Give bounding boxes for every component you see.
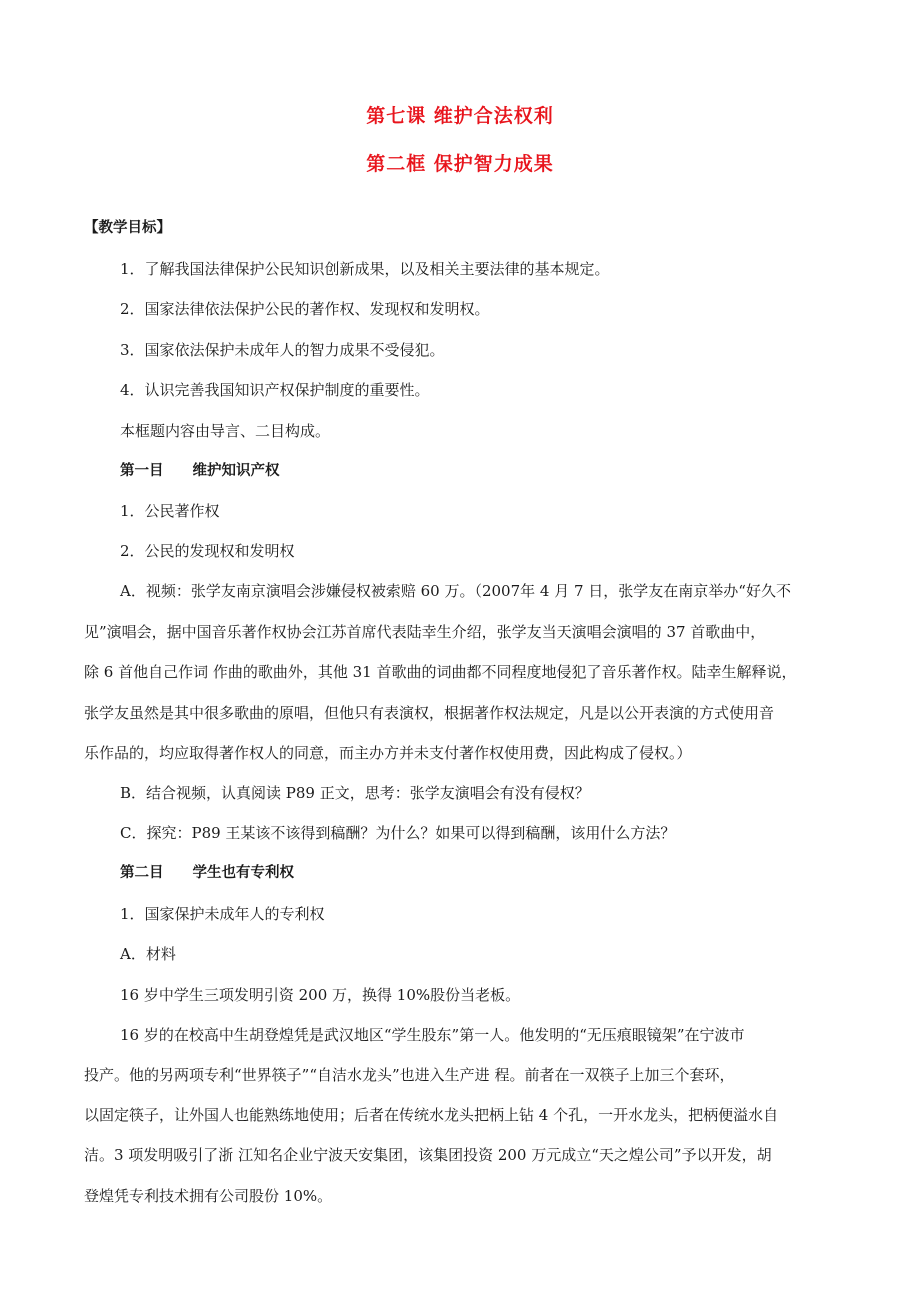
para-a-line: 乐作品的，均应取得著作权人的同意，而主办方并未支付著作权使用费，因此构成了侵权。）: [84, 744, 692, 762]
goal-item: 1．了解我国法律保护公民知识创新成果，以及相关主要法律的基本规定。: [120, 260, 610, 278]
section-title: 第二框 保护智力成果: [366, 153, 554, 175]
para-a-line: 除 6 首他自己作词 作曲的歌曲外，其他 31 首歌曲的词曲都不同程度地侵犯了音乐著作权。陆幸生解释说，: [84, 663, 797, 681]
news-line: 以固定筷子，让外国人也能熟练地使用；后者在传统水龙头把柄上钻 4 个孔，一开水龙头，把柄便溢水自: [84, 1106, 779, 1124]
para-c: C．探究：P89 王某该不该得到稿酬？为什么？如果可以得到稿酬，该用什么方法？: [120, 824, 676, 842]
part1-item: 1．公民著作权: [120, 502, 220, 520]
part1-heading: 第一目 维护知识产权: [120, 463, 280, 479]
news-line: 洁。3 项发明吸引了浙 江知名企业宁波天安集团，该集团投资 200 万元成立“天之煌公司”予以开发，胡: [84, 1146, 772, 1164]
news-line: 投产。他的另两项专利“世界筷子”“自洁水龙头”也进入生产进 程。前者在一双筷子上加三个套环，: [84, 1066, 735, 1084]
para-a-line: 见”演唱会，据中国音乐著作权协会江苏首席代表陆幸生介绍，张学友当天演唱会演唱的 37 首歌曲中，: [84, 623, 766, 641]
part2-heading: 第二目 学生也有专利权: [120, 865, 294, 881]
intro-text: 本框题内容由导言、二目构成。: [120, 422, 331, 440]
part2-item: 1．国家保护未成年人的专利权: [120, 905, 325, 923]
para-a-line: 张学友虽然是其中很多歌曲的原唱，但他只有表演权，根据著作权法规定，凡是以公开表演的方式使用音: [84, 704, 775, 722]
goal-item: 2．国家法律依法保护公民的著作权、发现权和发明权。: [120, 300, 490, 318]
goal-item: 4．认识完善我国知识产权保护制度的重要性。: [120, 381, 430, 399]
news-title: 16 岁中学生三项发明引资 200 万，换得 10%股份当老板。: [120, 986, 521, 1004]
para-b: B．结合视频，认真阅读 P89 正文，思考：张学友演唱会有没有侵权？: [120, 784, 590, 802]
part2-item: A．材料: [120, 945, 176, 963]
para-a-line: A．视频：张学友南京演唱会涉嫌侵权被索赔 60 万。（2007年 4 月 7 日，张学友在南京举办“好久不: [120, 582, 791, 600]
goal-item: 3．国家依法保护未成年人的智力成果不受侵犯。: [120, 341, 445, 359]
part1-item: 2．公民的发现权和发明权: [120, 542, 295, 560]
objectives-heading: 【教学目标】: [84, 220, 171, 236]
lesson-title: 第七课 维护合法权利: [366, 105, 554, 127]
news-line: 登煌凭专利技术拥有公司股份 10%。: [84, 1187, 333, 1205]
news-line: 16 岁的在校高中生胡登煌凭是武汉地区“学生股东”第一人。他发明的“无压痕眼镜架”在宁波市: [120, 1026, 745, 1044]
